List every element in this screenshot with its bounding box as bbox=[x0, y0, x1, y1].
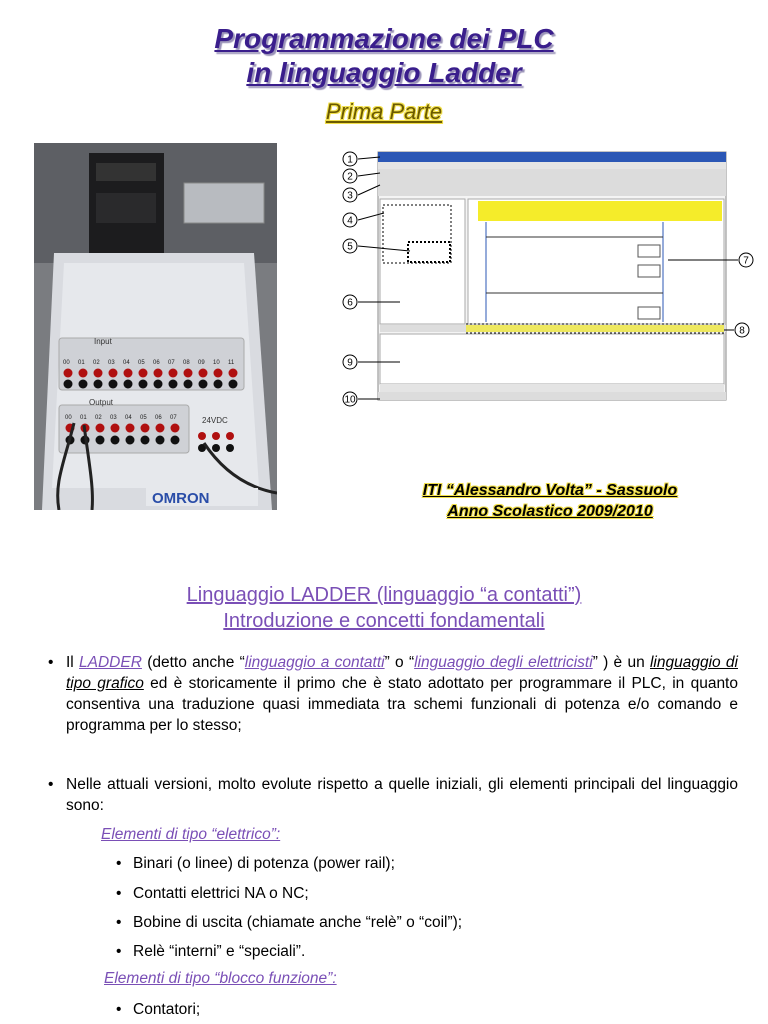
output-number-00: 00 bbox=[65, 415, 72, 421]
output-number-05: 05 bbox=[140, 415, 147, 421]
output-number-06: 06 bbox=[155, 415, 162, 421]
output-terminal bbox=[111, 436, 120, 445]
input-number-00: 00 bbox=[63, 360, 70, 366]
output-number-03: 03 bbox=[110, 415, 117, 421]
list-item: • Binari (o linee) di potenza (power rail); bbox=[116, 855, 395, 872]
input-number-01: 01 bbox=[78, 360, 85, 366]
contatti-link[interactable]: linguaggio a contatti bbox=[244, 654, 385, 671]
school-name: ITI “Alessandro Volta” - Sassuolo bbox=[422, 482, 678, 499]
output-number-07: 07 bbox=[170, 415, 177, 421]
input-terminal bbox=[94, 380, 103, 389]
input-terminal bbox=[79, 380, 88, 389]
category-function-block: Elementi di tipo “blocco funzione”: bbox=[104, 970, 337, 987]
input-number-08: 08 bbox=[183, 360, 190, 366]
omron-logo: OMRON bbox=[152, 490, 210, 507]
category-electric: Elementi di tipo “elettrico”: bbox=[101, 826, 281, 843]
input-number-10: 10 bbox=[213, 360, 220, 366]
input-terminal bbox=[229, 369, 238, 378]
output-terminal bbox=[126, 436, 135, 445]
input-number-04: 04 bbox=[123, 360, 130, 366]
output-number-04: 04 bbox=[125, 415, 132, 421]
school-info bbox=[360, 480, 740, 522]
input-terminal bbox=[199, 380, 208, 389]
list-item: • Contatti elettrici NA o NC; bbox=[116, 885, 309, 902]
output-terminal bbox=[156, 436, 165, 445]
input-terminal bbox=[124, 369, 133, 378]
bullet-dot: • bbox=[48, 776, 54, 793]
grafico-term: linguaggio di tipo grafico bbox=[66, 654, 738, 692]
input-terminal bbox=[94, 369, 103, 378]
input-terminal bbox=[184, 380, 193, 389]
input-terminal bbox=[64, 369, 73, 378]
input-terminal bbox=[79, 369, 88, 378]
output-terminal bbox=[111, 424, 120, 433]
input-terminal bbox=[199, 369, 208, 378]
elettricisti-link[interactable]: linguaggio degli elettricisti bbox=[414, 654, 593, 671]
input-number-11: 11 bbox=[228, 360, 235, 366]
output-terminal bbox=[96, 424, 105, 433]
callout-label-8: 8 bbox=[739, 325, 745, 337]
input-terminal bbox=[109, 369, 118, 378]
output-number-01: 01 bbox=[80, 415, 87, 421]
output-terminal bbox=[141, 436, 150, 445]
input-terminal bbox=[169, 369, 178, 378]
bullet-dot: • bbox=[48, 654, 54, 671]
list-item: • Bobine di uscita (chiamate anche “relè” o “coil”); bbox=[116, 914, 463, 931]
callout-label-4: 4 bbox=[347, 215, 353, 227]
output-terminal bbox=[171, 436, 180, 445]
input-terminal bbox=[229, 380, 238, 389]
input-terminal bbox=[184, 369, 193, 378]
input-number-06: 06 bbox=[153, 360, 160, 366]
voltage-label: 24VDC bbox=[202, 416, 228, 425]
input-number-02: 02 bbox=[93, 360, 100, 366]
list-item: • Contatori; bbox=[116, 1001, 201, 1018]
input-number-09: 09 bbox=[198, 360, 205, 366]
input-terminal bbox=[154, 380, 163, 389]
ladder-link[interactable]: LADDER bbox=[79, 654, 142, 671]
section-title-line2: Introduzione e concetti fondamentali bbox=[223, 610, 545, 632]
cx-programmer-screenshot bbox=[338, 147, 758, 409]
output-terminal bbox=[96, 436, 105, 445]
page-subtitle: Prima Parte bbox=[325, 99, 443, 124]
output-number-02: 02 bbox=[95, 415, 102, 421]
input-label: Input bbox=[94, 337, 112, 346]
input-terminal bbox=[139, 369, 148, 378]
callout-label-7: 7 bbox=[743, 255, 749, 267]
callout-label-6: 6 bbox=[347, 297, 353, 309]
callout-label-5: 5 bbox=[347, 241, 353, 253]
input-terminal bbox=[109, 380, 118, 389]
input-terminal bbox=[154, 369, 163, 378]
callout-label-3: 3 bbox=[347, 190, 353, 202]
section-title-line1: Linguaggio LADDER (linguaggio “a contatti”) bbox=[186, 584, 582, 606]
input-terminal bbox=[64, 380, 73, 389]
input-number-03: 03 bbox=[108, 360, 115, 366]
output-terminal bbox=[126, 424, 135, 433]
input-terminal bbox=[214, 380, 223, 389]
callout-label-9: 9 bbox=[347, 357, 353, 369]
bullet-elements-intro: • Nelle attuali versioni, molto evolute rispetto a quelle iniziali, gli elementi principali del linguaggio sono: bbox=[48, 776, 738, 814]
output-label: Output bbox=[89, 398, 114, 407]
page-title-line2: in linguaggio Ladder bbox=[246, 57, 522, 88]
input-terminal bbox=[139, 380, 148, 389]
output-terminal bbox=[156, 424, 165, 433]
input-number-05: 05 bbox=[138, 360, 145, 366]
callout-label-2: 2 bbox=[347, 171, 353, 183]
callout-label-10: 10 bbox=[344, 394, 356, 406]
list-item: • Relè “interni” e “speciali”. bbox=[116, 943, 306, 960]
bullet-ladder-intro: • Il LADDER (detto anche “linguaggio a contatti” o “linguaggio degli elettricisti” ) è un linguaggio di tipo grafico ed è storicamente il primo che è stato adottato per programmare il PLC, in quanto consentiva una traduzione quasi immediata tra schemi funzionali di potenza e/o comando e programma per lo stesso; bbox=[48, 654, 738, 734]
callout-label-1: 1 bbox=[347, 154, 353, 166]
output-terminal bbox=[141, 424, 150, 433]
input-terminal bbox=[169, 380, 178, 389]
plc-board-photo bbox=[34, 143, 277, 510]
page-title-line1: Programmazione dei PLC bbox=[214, 23, 554, 54]
input-number-07: 07 bbox=[168, 360, 175, 366]
school-year: Anno Scolastico 2009/2010 bbox=[447, 503, 653, 520]
input-terminal bbox=[124, 380, 133, 389]
input-terminal bbox=[214, 369, 223, 378]
output-terminal bbox=[171, 424, 180, 433]
